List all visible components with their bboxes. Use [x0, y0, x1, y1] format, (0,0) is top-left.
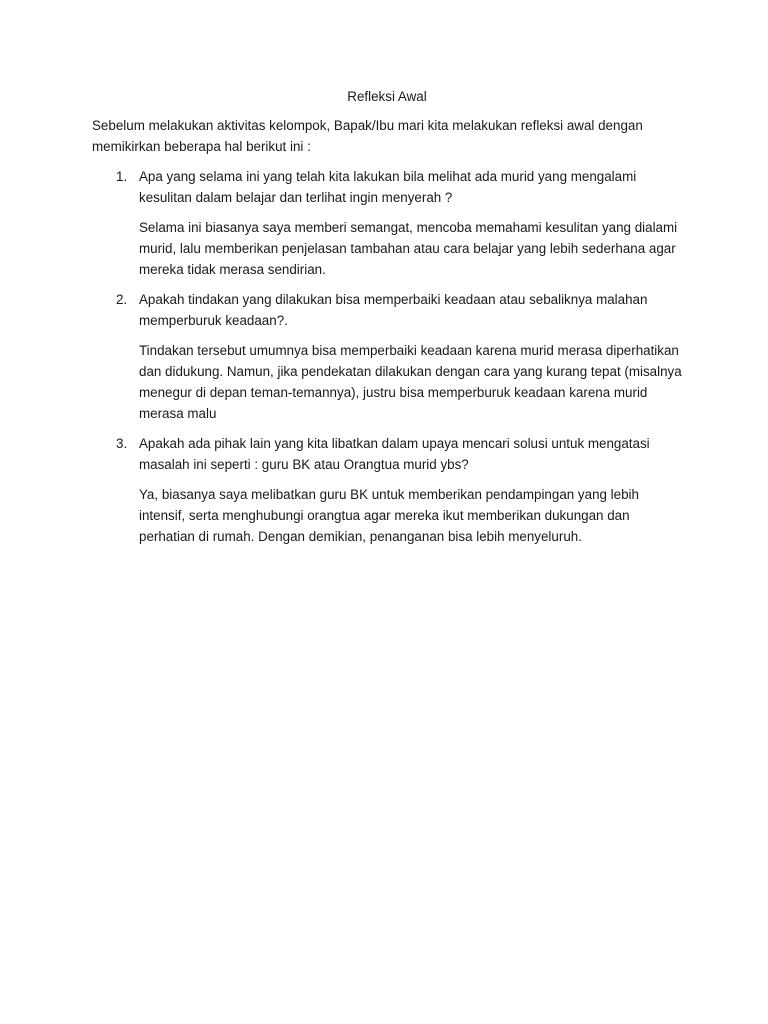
answer-text: Selama ini biasanya saya memberi semangat, mencoba memahami kesulitan yang dialami murid, lalu memberikan penjelasan tambahan atau cara belajar yang lebih sederhana agar mereka tidak merasa sendirian. — [139, 220, 678, 277]
document-title: Refleksi Awal — [347, 89, 427, 104]
intro-paragraph: Sebelum melakukan aktivitas kelompok, Bapak/Ibu mari kita melakukan refleksi awal dengan memikirkan beberapa hal berikut ini : — [92, 118, 643, 154]
question-text: Apakah ada pihak lain yang kita libatkan dalam upaya mencari solusi untuk mengatasi masalah ini seperti : guru BK atau Orangtua murid ybs? — [139, 436, 650, 472]
answer-text: Ya, biasanya saya melibatkan guru BK untuk memberikan pendampingan yang lebih intensif, serta menghubungi orangtua agar mereka ikut memberikan dukungan dan perhatian di rumah. Dengan demikian, penanganan bisa lebih menyeluruh. — [139, 487, 639, 544]
reflection-item-3 — [92, 433, 682, 547]
reflection-item-1 — [92, 166, 682, 280]
reflection-item-2 — [92, 289, 682, 424]
item-number: 1. — [116, 169, 128, 184]
item-number: 2. — [116, 292, 128, 307]
question-text: Apa yang selama ini yang telah kita lakukan bila melihat ada murid yang mengalami kesulitan dalam belajar dan terlihat ingin menyerah ? — [139, 169, 637, 205]
reflection-question-list — [92, 166, 682, 547]
answer-text: Tindakan tersebut umumnya bisa memperbaiki keadaan karena murid merasa diperhatikan dan didukung. Namun, jika pendekatan dilakukan dengan cara yang kurang tepat (misalnya menegur di depan teman-temannya), justru bisa memperburuk keadaan karena murid merasa malu — [139, 343, 682, 421]
document-body — [92, 86, 682, 556]
question-text: Apakah tindakan yang dilakukan bisa memperbaiki keadaan atau sebaliknya malahan memperburuk keadaan?. — [139, 292, 648, 328]
item-number: 3. — [116, 436, 128, 451]
